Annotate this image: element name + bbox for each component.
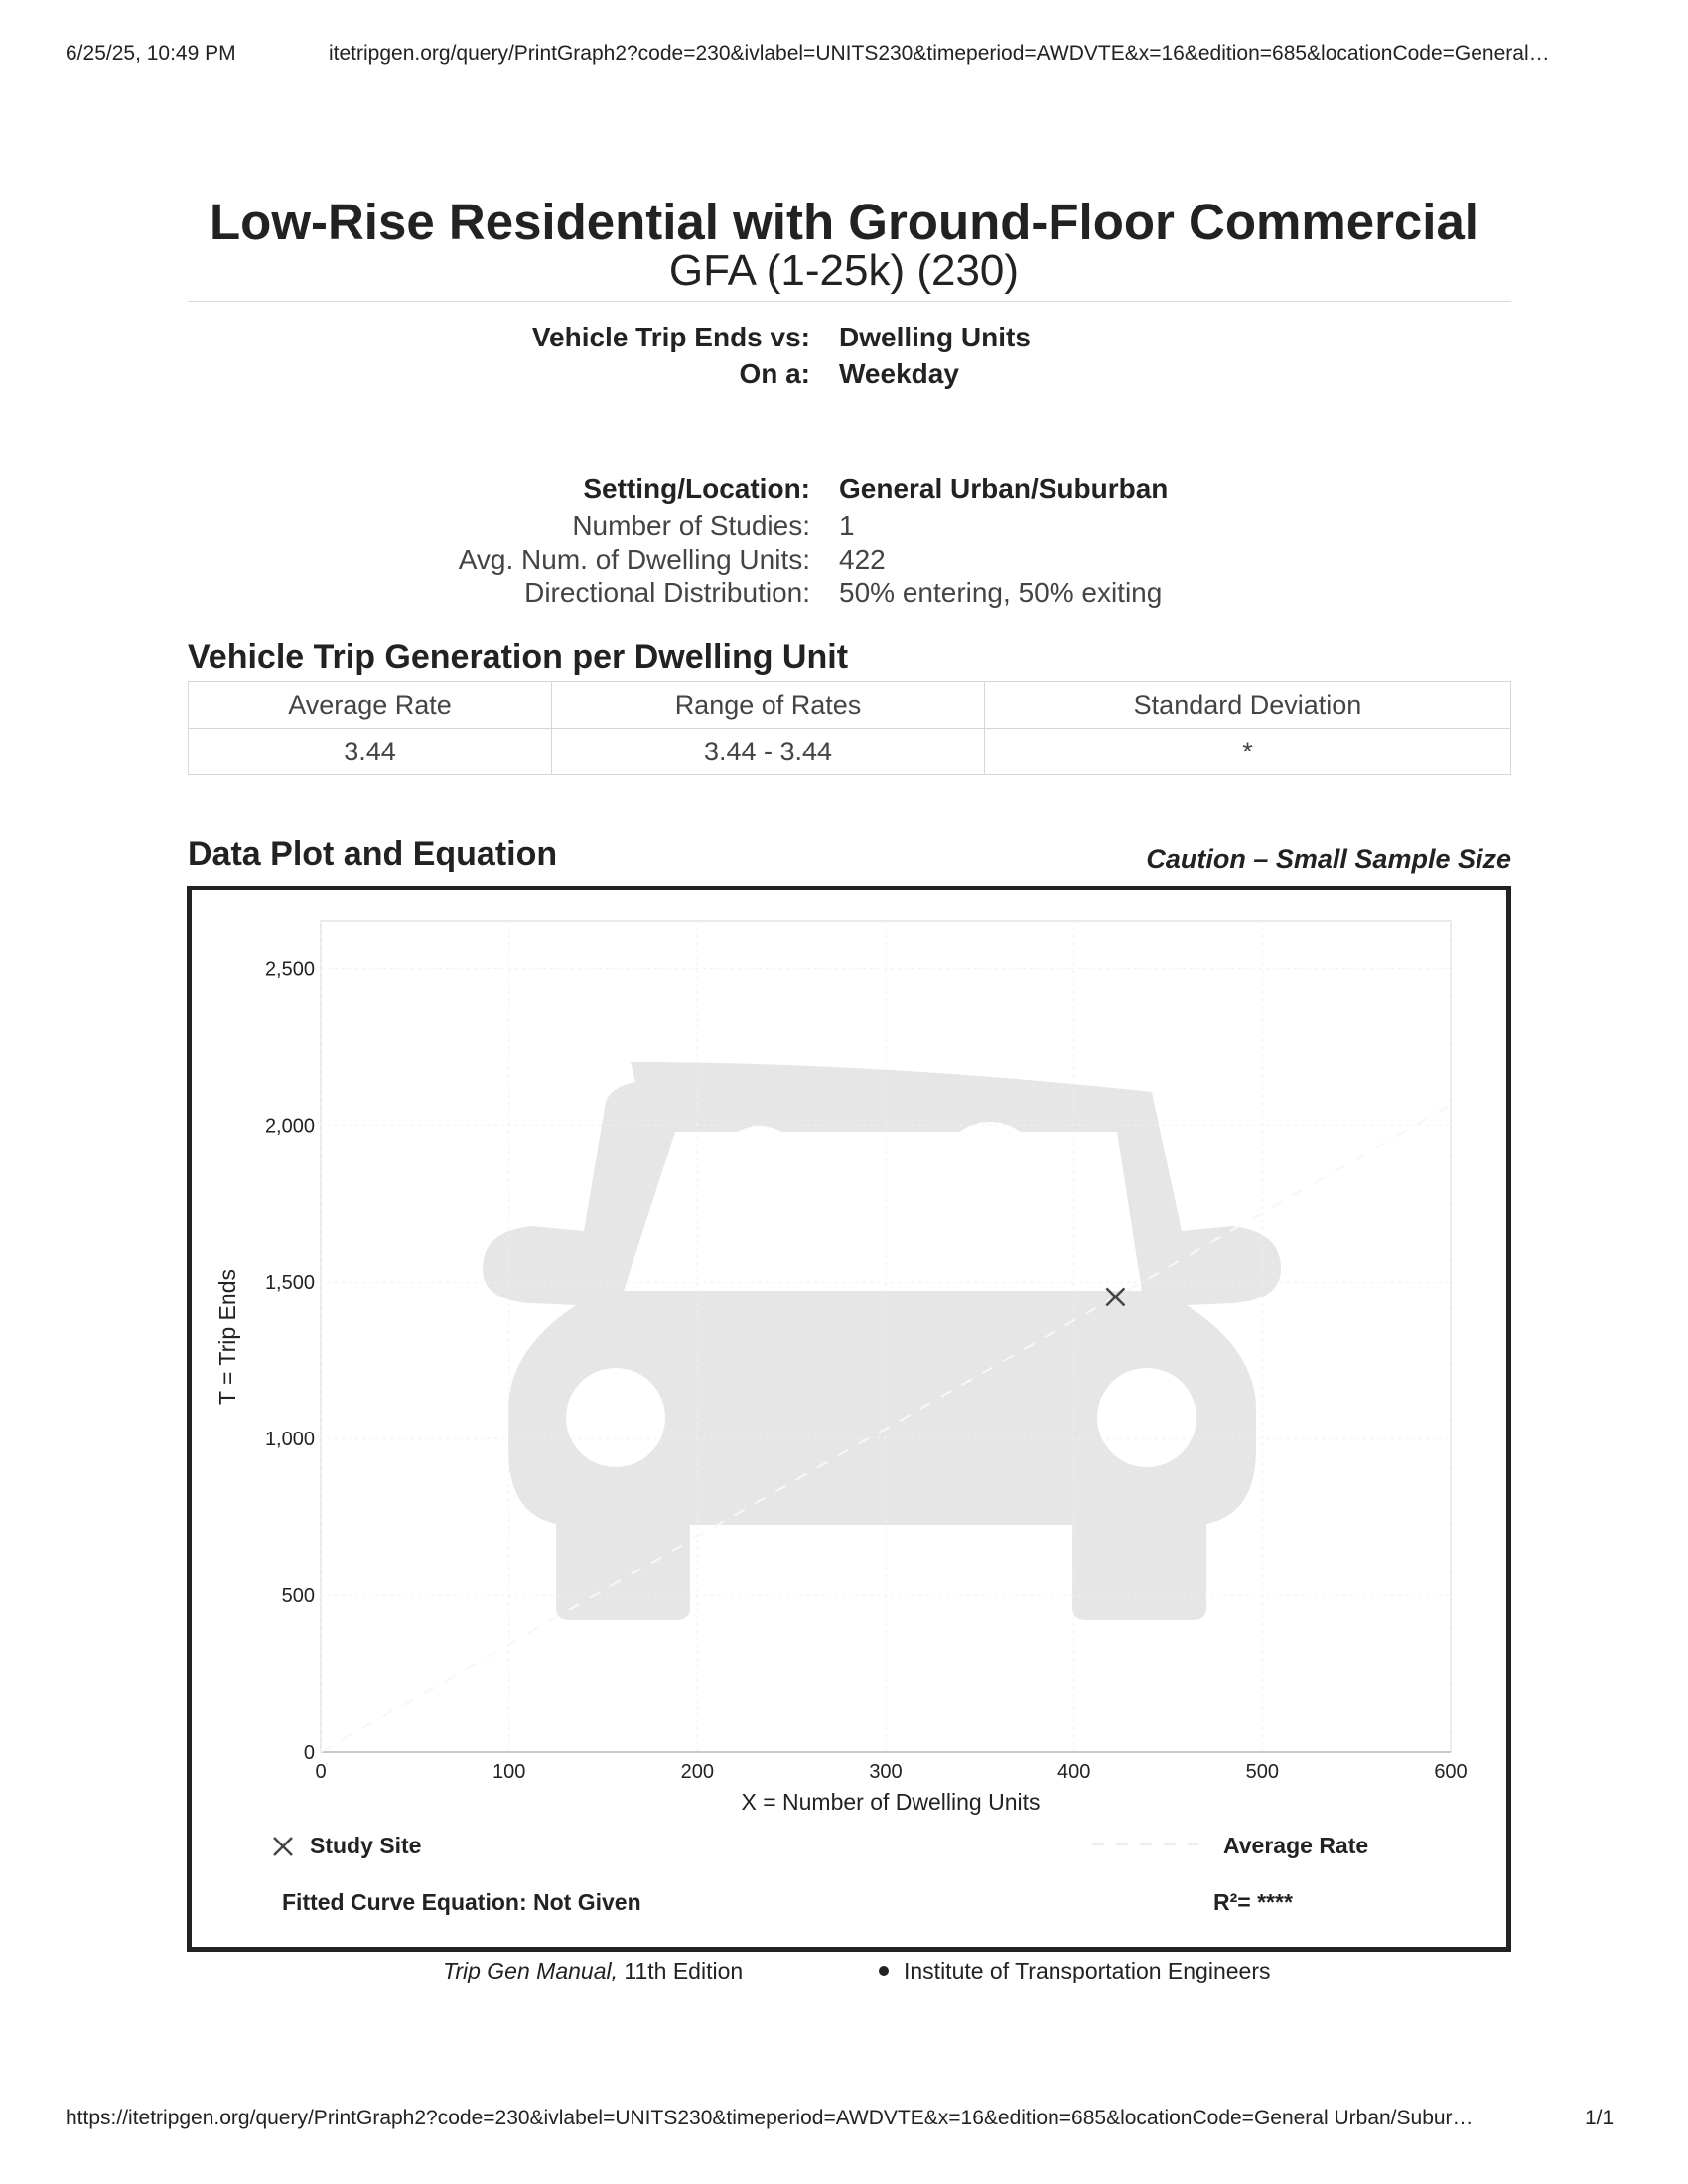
x-tick-label: 100 [492, 1761, 526, 1783]
y-tick-label: 0 [303, 1742, 315, 1764]
trip-ends-value: Dwelling Units [839, 322, 1031, 352]
caution-note: Caution – Small Sample Size [1146, 844, 1511, 874]
study-site-legend-marker [271, 1835, 295, 1858]
x-tick-label: 300 [869, 1761, 903, 1783]
y-tick-label: 1,000 [264, 1429, 315, 1451]
avg-units-label: Avg. Num. of Dwelling Units: [458, 544, 810, 575]
page-title: Low-Rise Residential with Ground-Floor Commercial [210, 194, 1478, 250]
studies-label: Number of Studies: [572, 510, 810, 541]
on-a-label: On a: [739, 358, 810, 389]
y-axis-label: T = Trip Ends [214, 1268, 240, 1406]
plot-section-title: Data Plot and Equation [188, 835, 558, 873]
y-tick-label: 2,000 [264, 1115, 315, 1138]
citation-org: Institute of Transportation Engineers [904, 1958, 1271, 1983]
bullet-icon [879, 1966, 889, 1976]
trip-ends-label: Vehicle Trip Ends vs: [531, 322, 810, 352]
print-datetime: 6/25/25, 10:49 PM [66, 42, 236, 65]
rates-value-range: 3.44 - 3.44 [552, 729, 985, 775]
y-tick-label: 2,500 [264, 958, 315, 981]
on-a-value: Weekday [839, 358, 959, 389]
rates-header-stddev: Standard Deviation [985, 682, 1511, 729]
r-squared: R²= **** [1213, 1889, 1293, 1915]
x-tick-label: 400 [1056, 1761, 1091, 1783]
y-tick-label: 1,500 [264, 1272, 315, 1295]
x-tick-label: 200 [680, 1761, 715, 1783]
fitted-equation: Fitted Curve Equation: Not Given [282, 1889, 641, 1915]
studies-value: 1 [839, 510, 855, 541]
rates-value-average: 3.44 [189, 729, 552, 775]
average-rate-legend-line [1092, 1842, 1201, 1847]
direction-value: 50% entering, 50% exiting [839, 577, 1163, 608]
rates-header-range: Range of Rates [552, 682, 985, 729]
avg-units-value: 422 [839, 544, 886, 575]
rates-section-title: Vehicle Trip Generation per Dwelling Unit [188, 638, 849, 676]
average-rate-legend-label: Average Rate [1223, 1833, 1369, 1858]
citation-edition: 11th Edition [617, 1958, 744, 1983]
y-tick-label: 500 [281, 1585, 315, 1608]
rates-value-stddev: * [985, 729, 1511, 775]
footer-url: https://itetripgen.org/query/PrintGraph2?code=230&ivlabel=UNITS230&timeperiod=AWDVTE&x=16&edition=685&locationCode=General Urban/Subur… [66, 2107, 1474, 2129]
direction-label: Directional Distribution: [524, 577, 810, 608]
footer-page-number: 1/1 [1585, 2107, 1615, 2129]
x-tick-label: 600 [1434, 1761, 1468, 1783]
rates-header-average: Average Rate [189, 682, 552, 729]
x-tick-label: 500 [1245, 1761, 1280, 1783]
study-site-legend-label: Study Site [310, 1833, 422, 1858]
x-tick-label: 0 [315, 1761, 327, 1783]
citation-manual [443, 1958, 743, 1984]
citation-manual-title: Trip Gen Manual, [443, 1958, 618, 1983]
print-url: itetripgen.org/query/PrintGraph2?code=230&ivlabel=UNITS230&timeperiod=AWDVTE&x=16&edition=685&locationCode=General… [329, 42, 1550, 65]
car-icon [483, 1062, 1281, 1620]
x-axis-label: X = Number of Dwelling Units [741, 1789, 1041, 1815]
setting-location-value: General Urban/Suburban [839, 474, 1169, 504]
page-subtitle: GFA (1-25k) (230) [668, 246, 1020, 295]
setting-location-label: Setting/Location: [583, 474, 810, 504]
